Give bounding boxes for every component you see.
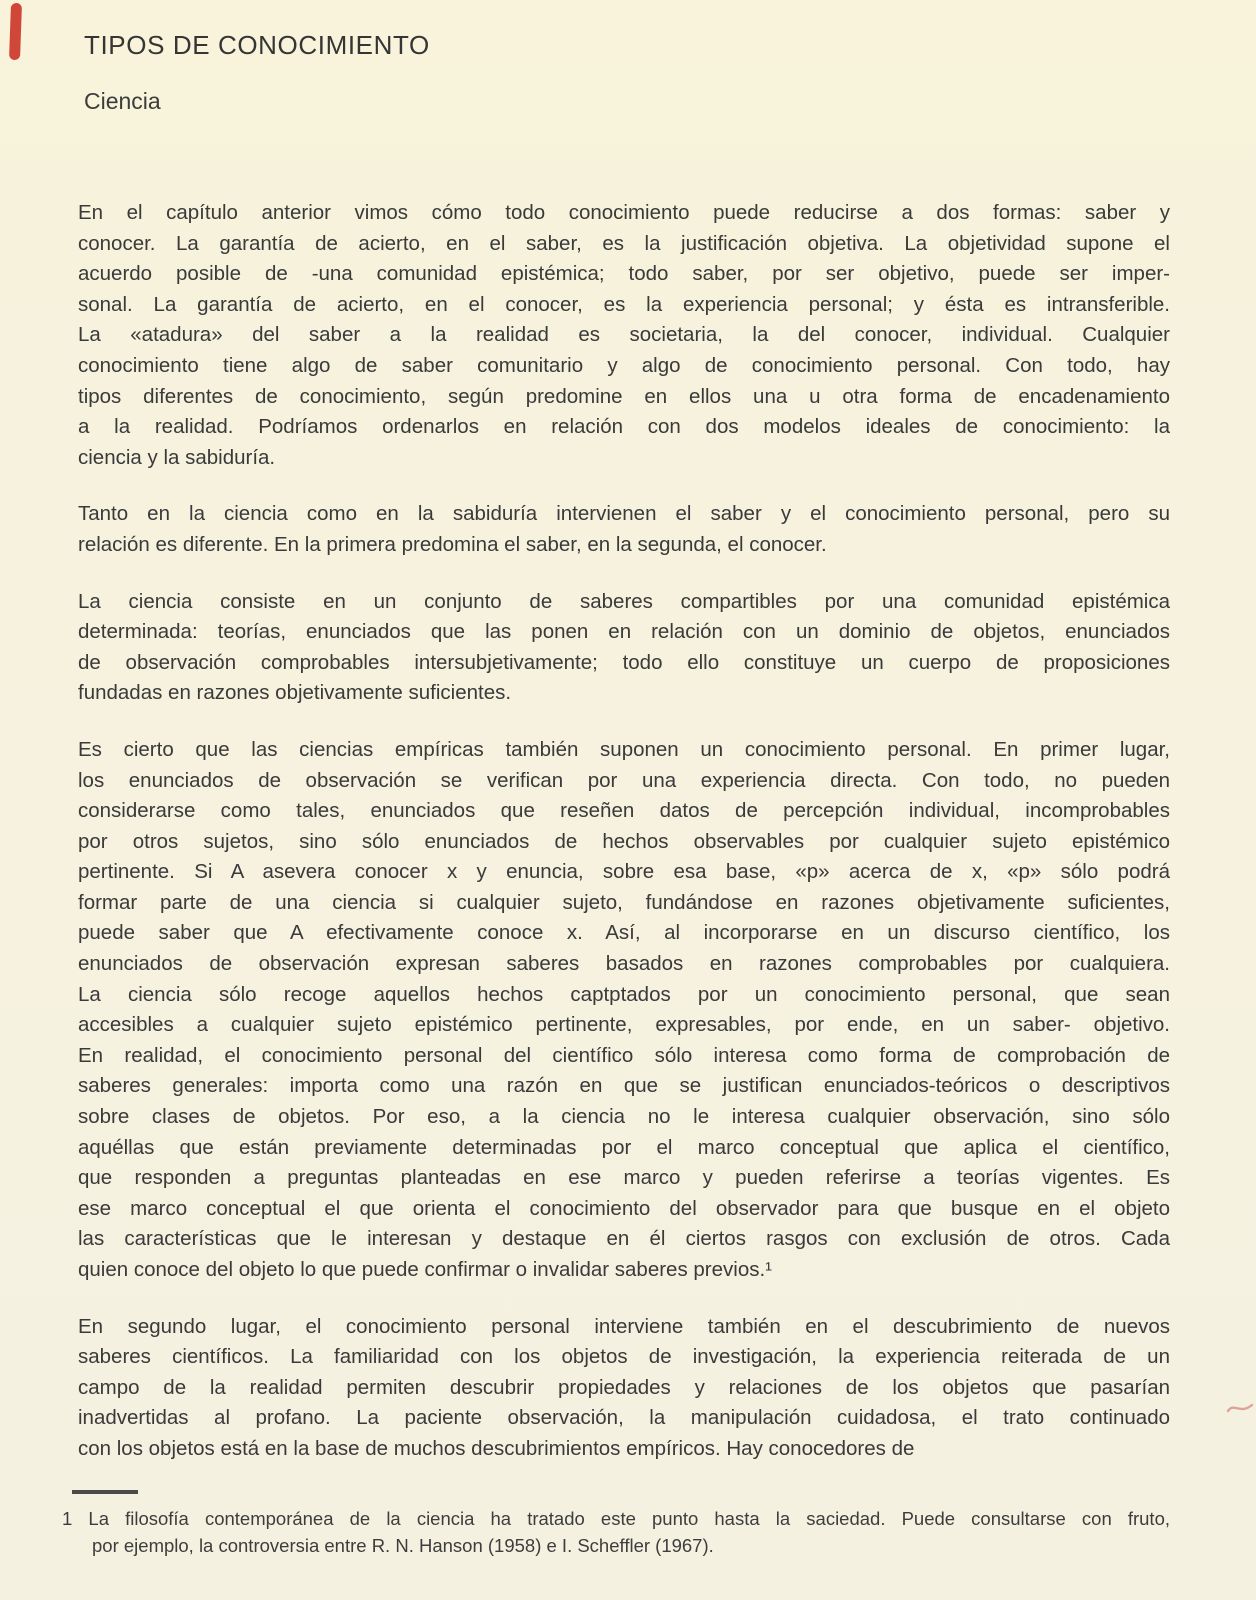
- paragraph: [78, 198, 1170, 473]
- text-line: con los objetos está en la base de muchos descubrimientos empíricos. Hay conocedores de: [78, 1436, 915, 1460]
- text-line: por otros sujetos, sino sólo enunciados de hechos observables por cualquier sujeto epistémico: [78, 829, 1170, 853]
- text-line: En segundo lugar, el conocimiento personal interviene también en el descubrimiento de nuevos: [78, 1314, 1170, 1338]
- footnote-line: por ejemplo, la controversia entre R. N. Hanson (1958) e I. Scheffler (1967).: [92, 1535, 714, 1556]
- text-line: considerarse como tales, enunciados que reseñen datos de percepción individual, incomprobables: [78, 799, 1170, 823]
- text-line: conocer. La garantía de acierto, en el saber, es la justificación objetiva. La objetividad supone el: [78, 231, 1170, 255]
- text-line: los enunciados de observación se verifican por una experiencia directa. Con todo, no pueden: [78, 768, 1170, 792]
- text-line: ciencia y la sabiduría.: [78, 445, 276, 469]
- text-line: enunciados de observación expresan saberes basados en razones comprobables por cualquiera.: [78, 952, 1170, 976]
- text-line: sonal. La garantía de acierto, en el conocer, es la experiencia personal; y ésta es intransferible.: [78, 292, 1170, 316]
- red-pen-mark: [9, 3, 22, 60]
- text-line: sobre clases de objetos. Por eso, a la ciencia no le interesa cualquier observación, sino sólo: [78, 1105, 1170, 1129]
- text-line: saberes generales: importa como una razón en que se justifican enunciados-teóricos o descriptivos: [78, 1074, 1170, 1098]
- footnote: [62, 1490, 1170, 1559]
- text-line: formar parte de una ciencia si cualquier sujeto, fundándose en razones objetivamente suficientes,: [78, 890, 1170, 914]
- text-line: determinada: teorías, enunciados que las ponen en relación con un dominio de objetos, enunciados: [78, 620, 1170, 644]
- text-line: En realidad, el conocimiento personal del científico sólo interesa como forma de comprobación de: [78, 1043, 1170, 1067]
- text-line: Es cierto que las ciencias empíricas también suponen un conocimiento personal. En primer lugar,: [78, 737, 1170, 761]
- page-title: TIPOS DE CONOCIMIENTO: [84, 30, 430, 60]
- paragraph: [78, 735, 1170, 1286]
- text-line: a la realidad. Podríamos ordenarlos en relación con dos modelos ideales de conocimiento: la: [78, 415, 1170, 439]
- text-line: pertinente. Si A asevera conocer x y enuncia, sobre esa base, «p» acerca de x, «p» sólo podrá: [78, 860, 1170, 884]
- text-line: relación es diferente. En la primera predomina el saber, en la segunda, el conocer.: [78, 532, 827, 556]
- section-subtitle: Ciencia: [84, 88, 161, 114]
- text-line: La «atadura» del saber a la realidad es societaria, la del conocer, individual. Cualquier: [78, 323, 1170, 347]
- text-line: de observación comprobables intersubjetivamente; todo ello constituye un cuerpo de proposiciones: [78, 650, 1170, 674]
- text-line: fundadas en razones objetivamente suficientes.: [78, 681, 512, 705]
- text-line: aquéllas que están previamente determinadas por el marco conceptual que aplica el científico,: [78, 1135, 1170, 1159]
- paragraph: [78, 1312, 1170, 1465]
- text-line: La ciencia sólo recoge aquellos hechos captptados por un conocimiento personal, que sean: [78, 982, 1170, 1006]
- red-squiggle-mark: [1226, 1400, 1256, 1418]
- text-line: ese marco conceptual el que orienta el conocimiento del observador para que busque en el objeto: [78, 1196, 1170, 1220]
- text-line: En el capítulo anterior vimos cómo todo conocimiento puede reducirse a dos formas: saber y: [78, 201, 1170, 224]
- text-line: campo de la realidad permiten descubrir propiedades y relaciones de los objetos que pasarían: [78, 1375, 1170, 1399]
- text-line: las características que le interesan y destaque en él ciertos rasgos con exclusión de otros. Cada: [78, 1227, 1170, 1251]
- text-line: quien conoce del objeto lo que puede confirmar o invalidar saberes previos.¹: [78, 1258, 773, 1281]
- paragraph: [78, 587, 1170, 709]
- text-line: Tanto en la ciencia como en la sabiduría intervienen el saber y el conocimiento personal, pero su: [78, 502, 1170, 526]
- footnote-divider: [72, 1490, 138, 1494]
- text-line: puede saber que A efectivamente conoce x. Así, al incorporarse en un discurso científico, los: [78, 921, 1170, 945]
- text-line: saberes científicos. La familiaridad con los objetos de investigación, la experiencia reiterada de un: [78, 1345, 1170, 1369]
- paragraph: [78, 499, 1170, 560]
- footnote-line: 1 La filosofía contemporánea de la ciencia ha tratado este punto hasta la saciedad. Puede consultarse con fruto,: [62, 1508, 1170, 1529]
- text-line: tipos diferentes de conocimiento, según predomine en ellos una u otra forma de encadenamiento: [78, 384, 1170, 408]
- text-line: inadvertidas al profano. La paciente observación, la manipulación cuidadosa, el trato continuado: [78, 1406, 1170, 1430]
- text-line: acuerdo posible de -una comunidad epistémica; todo saber, por ser objetivo, puede ser imper-: [78, 262, 1170, 286]
- text-line: conocimiento tiene algo de saber comunitario y algo de conocimiento personal. Con todo, hay: [78, 353, 1170, 377]
- text-line: que responden a preguntas planteadas en ese marco y pueden referirse a teorías vigentes. Es: [78, 1166, 1170, 1190]
- body-text: [78, 198, 1170, 1465]
- text-line: La ciencia consiste en un conjunto de saberes compartibles por una comunidad epistémica: [78, 589, 1170, 613]
- text-line: accesibles a cualquier sujeto epistémico pertinente, expresables, por ende, en un saber- objetivo.: [78, 1013, 1170, 1037]
- footnote-text: [62, 1505, 1170, 1559]
